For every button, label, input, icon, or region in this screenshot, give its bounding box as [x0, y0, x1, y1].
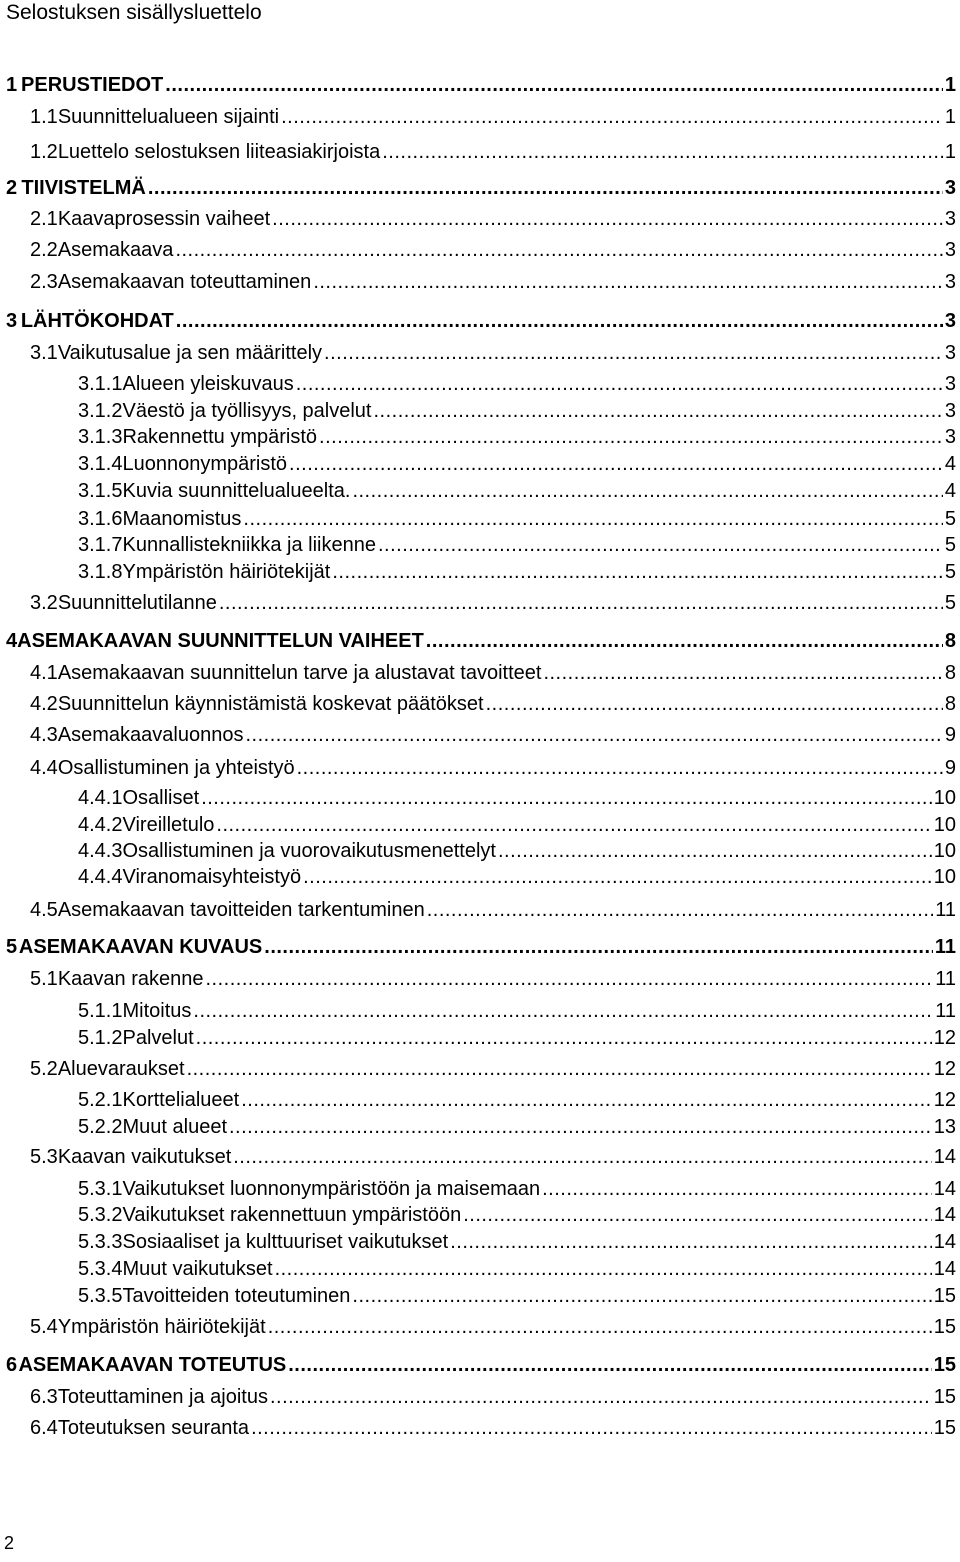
toc-entry-number: 5.3 — [30, 1146, 58, 1168]
toc-entry-page: 14 — [933, 1258, 956, 1280]
toc-entry-title: Osallistuminen ja yhteistyö — [57, 757, 295, 779]
toc-entry[interactable] — [30, 897, 956, 923]
toc-entry-number: 4.4.2 — [78, 814, 123, 836]
toc-entry-number: 1 — [6, 74, 18, 96]
dot-leader — [241, 1087, 932, 1113]
toc-entry-number: 3.1.6 — [78, 508, 123, 530]
toc-entry[interactable] — [78, 785, 956, 811]
dot-leader — [374, 398, 943, 424]
toc-entry[interactable] — [6, 1352, 956, 1378]
toc-entry[interactable] — [30, 691, 956, 717]
toc-entry-title: Kuvia suunnittelualueelta. — [122, 480, 351, 502]
toc-entry-title: Ympäristön häiriötekijät — [57, 1316, 266, 1338]
toc-entry-page: 3 — [944, 400, 956, 422]
toc-entry[interactable] — [30, 755, 956, 781]
toc-entry-page: 5 — [944, 508, 956, 530]
dot-leader — [264, 934, 933, 960]
toc-entry-number: 5.3.5 — [78, 1285, 123, 1307]
toc-entry-number: 3.1.1 — [78, 373, 123, 395]
toc-entry[interactable] — [30, 269, 956, 295]
toc-entry-number: 5.3.2 — [78, 1204, 123, 1226]
toc-entry-title: ASEMAKAAVAN KUVAUS — [18, 936, 263, 958]
toc-entry-page: 5 — [944, 561, 956, 583]
toc-entry[interactable] — [30, 340, 956, 366]
toc-entry[interactable] — [78, 998, 956, 1024]
toc-entry-page: 1 — [944, 74, 956, 96]
toc-entry-title: Osalliset — [122, 787, 200, 809]
toc-entry-page: 3 — [944, 177, 956, 199]
toc-entry-number: 3.1.3 — [78, 426, 123, 448]
toc-entry-number: 3.1.4 — [78, 453, 123, 475]
dot-leader — [297, 755, 943, 781]
toc-entry[interactable] — [78, 478, 956, 504]
toc-entry-page: 9 — [944, 724, 956, 746]
toc-entry[interactable] — [6, 175, 956, 201]
toc-entry[interactable] — [78, 559, 956, 585]
toc-entry-page: 10 — [933, 840, 956, 862]
toc-entry-title: Vaikutukset rakennettuun ympäristöön — [122, 1204, 462, 1226]
toc-entry-number: 4.4.3 — [78, 840, 123, 862]
toc-entry[interactable] — [6, 308, 956, 334]
dot-leader — [498, 838, 932, 864]
toc-entry[interactable] — [78, 838, 956, 864]
toc-entry[interactable] — [30, 1384, 956, 1410]
toc-entry-title: ASEMAKAAVAN SUUNNITTELUN VAIHEET — [17, 630, 424, 652]
toc-entry-page: 3 — [944, 342, 956, 364]
toc-entry-number: 4.4 — [30, 757, 58, 779]
dot-leader — [289, 451, 943, 477]
toc-entry-title: Vaikutusalue ja sen määrittely — [57, 342, 323, 364]
toc-entry[interactable] — [6, 72, 956, 98]
toc-entry-page: 14 — [933, 1178, 956, 1200]
toc-entry-number: 1.2 — [30, 141, 58, 163]
toc-entry-page: 8 — [944, 693, 956, 715]
dot-leader — [313, 269, 943, 295]
toc-entry-title: Suunnittelualueen sijainti — [57, 106, 280, 128]
dot-leader — [319, 424, 943, 450]
toc-entry-number: 3.1.5 — [78, 480, 123, 502]
toc-entry-number: 5.2.1 — [78, 1089, 123, 1111]
toc-entry-number: 5.4 — [30, 1316, 58, 1338]
toc-entry[interactable] — [78, 451, 956, 477]
toc-entry-page: 1 — [944, 141, 956, 163]
toc-entry-page: 13 — [933, 1116, 956, 1138]
toc-entry-number: 2.1 — [30, 208, 58, 230]
dot-leader — [303, 864, 932, 890]
dot-leader — [233, 1144, 932, 1170]
toc-entry-title: Luettelo selostuksen liiteasiakirjoista — [57, 141, 381, 163]
page-title: Selostuksen sisällysluettelo — [6, 1, 262, 24]
dot-leader — [219, 590, 943, 616]
toc-entry-title: Osallistuminen ja vuorovaikutusmenettelyt — [122, 840, 496, 862]
dot-leader — [272, 206, 943, 232]
dot-leader — [296, 371, 943, 397]
dot-leader — [205, 966, 933, 992]
toc-entry[interactable] — [78, 532, 956, 558]
toc-entry-title: Asemakaava — [57, 239, 174, 261]
toc-entry-page: 3 — [944, 239, 956, 261]
toc-entry-page: 8 — [944, 662, 956, 684]
toc-entry-number: 2.3 — [30, 271, 58, 293]
dot-leader — [543, 660, 942, 686]
toc-entry-title: Mitoitus — [122, 1000, 192, 1022]
dot-leader — [268, 1314, 932, 1340]
toc-entry-page: 15 — [933, 1316, 956, 1338]
dot-leader — [486, 691, 943, 717]
toc-entry-title: Vireilletulo — [122, 814, 215, 836]
toc-entry[interactable] — [78, 1114, 956, 1140]
toc-entry-title: ASEMAKAAVAN TOTEUTUS — [18, 1354, 287, 1376]
toc-entry-title: PERUSTIEDOT — [21, 74, 164, 96]
toc-entry[interactable] — [6, 628, 956, 654]
toc-entry-number: 5 — [6, 936, 18, 958]
toc-entry[interactable] — [30, 1314, 956, 1340]
toc-entry[interactable] — [78, 1202, 956, 1228]
toc-entry-page: 3 — [944, 310, 956, 332]
toc-entry[interactable] — [30, 1415, 956, 1441]
toc-entry[interactable] — [30, 1056, 956, 1082]
toc-entry-title: Asemakaavan suunnittelun tarve ja alustavat tavoitteet — [57, 662, 542, 684]
toc-entry-page: 1 — [944, 106, 956, 128]
toc-entry-page: 15 — [933, 1285, 956, 1307]
toc-entry[interactable] — [78, 1025, 956, 1051]
dot-leader — [324, 340, 943, 366]
toc-entry[interactable] — [30, 104, 956, 130]
toc-entry-number: 5.1.1 — [78, 1000, 123, 1022]
toc-entry-title: Viranomaisyhteistyö — [122, 866, 302, 888]
dot-leader — [196, 1025, 932, 1051]
dot-leader — [176, 308, 943, 334]
dot-leader — [193, 998, 933, 1024]
toc-entry-title: Rakennettu ympäristö — [122, 426, 318, 448]
toc-entry-title: TIIVISTELMÄ — [21, 177, 146, 199]
toc-entry[interactable] — [30, 1144, 956, 1170]
toc-entry-title: Muut vaikutukset — [122, 1258, 273, 1280]
dot-leader — [382, 139, 943, 165]
dot-leader — [378, 532, 943, 558]
toc-entry-title: Suunnittelun käynnistämistä koskevat päätökset — [57, 693, 484, 715]
toc-entry-title: Kaavan vaikutukset — [57, 1146, 232, 1168]
toc-entry-title: Vaikutukset luonnonympäristöön ja maisemaan — [122, 1178, 541, 1200]
toc-entry-title: Asemakaavan tavoitteiden tarkentuminen — [57, 899, 425, 921]
toc-entry[interactable] — [78, 812, 956, 838]
toc-entry-number: 5.3.3 — [78, 1231, 123, 1253]
toc-entry-number: 5.3.1 — [78, 1178, 123, 1200]
toc-entry-page: 5 — [944, 592, 956, 614]
toc-entry-page: 3 — [944, 373, 956, 395]
toc-entry[interactable] — [78, 371, 956, 397]
toc-entry-number: 4.3 — [30, 724, 58, 746]
dot-leader — [201, 785, 932, 811]
toc-entry-title: Sosiaaliset ja kulttuuriset vaikutukset — [122, 1231, 449, 1253]
dot-leader — [165, 72, 943, 98]
toc-entry[interactable] — [30, 722, 956, 748]
toc-entry-number: 3.1.2 — [78, 400, 123, 422]
toc-entry-page: 3 — [944, 208, 956, 230]
toc-entry-number: 4.5 — [30, 899, 58, 921]
toc-entry-title: Toteutuksen seuranta — [57, 1417, 250, 1439]
toc-entry-page: 3 — [944, 271, 956, 293]
toc-entry-number: 6 — [6, 1354, 18, 1376]
toc-entry-page: 3 — [944, 426, 956, 448]
dot-leader — [175, 237, 942, 263]
toc-entry-number: 2.2 — [30, 239, 58, 261]
toc-entry[interactable] — [78, 1283, 956, 1309]
toc-entry-number: 5.1 — [30, 968, 58, 990]
toc-entry-title: Kaavaprosessin vaiheet — [57, 208, 271, 230]
dot-leader — [229, 1114, 932, 1140]
toc-entry[interactable] — [78, 424, 956, 450]
toc-entry-title: Kaavan rakenne — [57, 968, 204, 990]
toc-entry-number: 5.2.2 — [78, 1116, 123, 1138]
dot-leader — [288, 1352, 932, 1378]
toc-entry-number: 4.4.1 — [78, 787, 123, 809]
dot-leader — [243, 506, 942, 532]
dot-leader — [270, 1384, 932, 1410]
dot-leader — [352, 478, 942, 504]
toc-entry[interactable] — [78, 1256, 956, 1282]
toc-entry-page: 9 — [944, 757, 956, 779]
toc-entry-page: 15 — [933, 1386, 956, 1408]
dot-leader — [463, 1202, 932, 1228]
toc-entry-title: Suunnittelutilanne — [57, 592, 217, 614]
toc-entry-page: 11 — [935, 1000, 956, 1022]
toc-entry-title: Asemakaavan toteuttaminen — [57, 271, 312, 293]
toc-entry[interactable] — [30, 966, 956, 992]
toc-entry-number: 4.4.4 — [78, 866, 123, 888]
toc-entry-title: Palvelut — [122, 1027, 194, 1049]
dot-leader — [426, 628, 943, 654]
toc-entry[interactable] — [30, 206, 956, 232]
toc-entry[interactable] — [30, 139, 956, 165]
dot-leader — [332, 559, 943, 585]
dot-leader — [427, 897, 934, 923]
toc-entry-page: 5 — [944, 534, 956, 556]
toc-entry[interactable] — [6, 934, 956, 960]
toc-entry-number: 4.2 — [30, 693, 58, 715]
toc-entry[interactable] — [78, 1087, 956, 1113]
dot-leader — [187, 1056, 932, 1082]
toc-entry-number: 5.3.4 — [78, 1258, 123, 1280]
toc-entry-title: Tavoitteiden toteutuminen — [122, 1285, 351, 1307]
toc-entry-number: 6.3 — [30, 1386, 58, 1408]
dot-leader — [148, 175, 943, 201]
toc-entry[interactable] — [30, 660, 956, 686]
dot-leader — [216, 812, 931, 838]
toc-entry-page: 15 — [933, 1354, 956, 1376]
dot-leader — [275, 1256, 932, 1282]
page-number: 2 — [4, 1533, 15, 1553]
toc-entry-page: 12 — [933, 1058, 956, 1080]
toc-entry[interactable] — [78, 864, 956, 890]
dot-leader — [450, 1229, 932, 1255]
toc-entry-title: Ympäristön häiriötekijät — [122, 561, 331, 583]
toc-entry-number: 1.1 — [30, 106, 58, 128]
toc-entry-page: 14 — [933, 1146, 956, 1168]
toc-entry-page: 4 — [944, 480, 956, 502]
toc-entry-number: 3.1.7 — [78, 534, 123, 556]
dot-leader — [352, 1283, 931, 1309]
toc-entry-page: 14 — [933, 1231, 956, 1253]
dot-leader — [281, 104, 943, 130]
toc-entry-title: Aluevaraukset — [57, 1058, 185, 1080]
toc-entry-page: 8 — [944, 630, 956, 652]
toc-entry-page: 15 — [933, 1417, 956, 1439]
toc-entry-title: Asemakaavaluonnos — [57, 724, 244, 746]
toc-entry-page: 10 — [933, 814, 956, 836]
toc-entry-title: Luonnonympäristö — [122, 453, 288, 475]
toc-entry-page: 10 — [933, 866, 956, 888]
dot-leader — [542, 1176, 932, 1202]
toc-entry-number: 5.1.2 — [78, 1027, 123, 1049]
toc-entry-number: 3.1.8 — [78, 561, 123, 583]
toc-entry-title: Kunnallistekniikka ja liikenne — [122, 534, 376, 556]
toc-entry-page: 10 — [933, 787, 956, 809]
toc-entry-title: Maanomistus — [122, 508, 242, 530]
toc-entry[interactable] — [78, 398, 956, 424]
toc-entry[interactable] — [78, 1229, 956, 1255]
toc-entry-number: 3 — [6, 310, 18, 332]
toc-entry-title: LÄHTÖKOHDAT — [20, 310, 174, 332]
toc-entry-number: 3.2 — [30, 592, 58, 614]
toc-entry-title: Toteuttaminen ja ajoitus — [57, 1386, 268, 1408]
toc-entry-page: 11 — [935, 899, 956, 921]
dot-leader — [246, 722, 943, 748]
toc-entry-page: 11 — [935, 968, 956, 990]
toc-entry-number: 5.2 — [30, 1058, 58, 1080]
toc-entry-title: Alueen yleiskuvaus — [122, 373, 294, 395]
toc-entry[interactable] — [78, 1176, 956, 1202]
toc-entry[interactable] — [78, 506, 956, 532]
toc-entry-number: 4 — [6, 630, 18, 652]
toc-entry-number: 4.1 — [30, 662, 58, 684]
toc-entry-title: Korttelialueet — [122, 1089, 240, 1111]
toc-entry-page: 4 — [944, 453, 956, 475]
toc-entry[interactable] — [30, 590, 956, 616]
toc-entry-page: 12 — [933, 1089, 956, 1111]
toc-entry-page: 11 — [934, 936, 956, 958]
toc-entry-number: 2 — [6, 177, 18, 199]
toc-entry-title: Muut alueet — [122, 1116, 227, 1138]
toc-entry-page: 14 — [933, 1204, 956, 1226]
toc-entry-page: 12 — [933, 1027, 956, 1049]
toc-entry[interactable] — [30, 237, 956, 263]
toc-entry-number: 3.1 — [30, 342, 58, 364]
toc-entry-title: Väestö ja työllisyys, palvelut — [122, 400, 372, 422]
dot-leader — [251, 1415, 932, 1441]
toc-entry-number: 6.4 — [30, 1417, 58, 1439]
